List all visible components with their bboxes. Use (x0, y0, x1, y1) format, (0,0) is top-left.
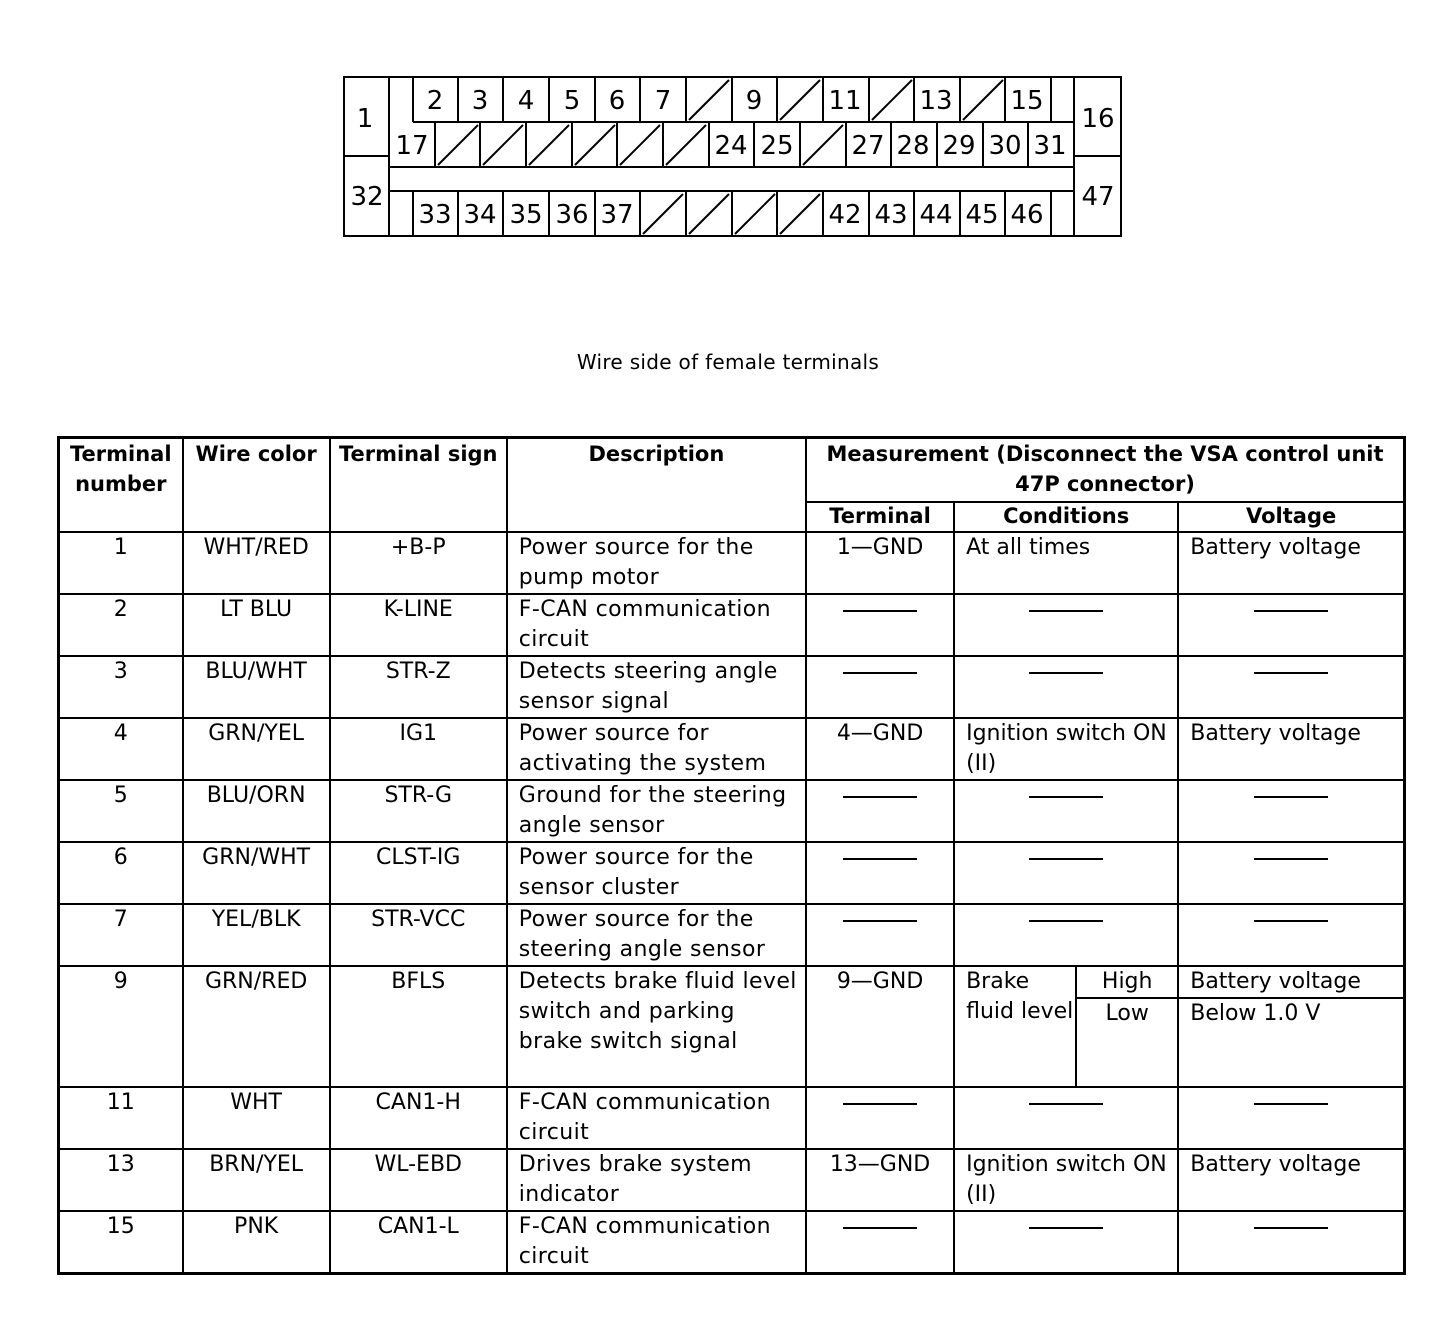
cell-terminal (806, 842, 954, 904)
dash (1254, 610, 1328, 612)
cell-wire-color: GRN/YEL (183, 718, 330, 780)
dash (843, 858, 917, 860)
cell-terminal-sign: CAN1-L (330, 1211, 507, 1274)
cell-condition-blank (1076, 1029, 1178, 1087)
pin-43: 43 (874, 200, 908, 230)
dash (1029, 1103, 1103, 1105)
cell-terminal-sign: WL-EBD (330, 1149, 507, 1211)
dash (843, 672, 917, 674)
cell-condition-low: Low (1076, 998, 1178, 1029)
header-terminal-number: Terminal number (59, 438, 183, 532)
cell-voltage: Battery voltage (1178, 1149, 1404, 1211)
cell-terminal (806, 1087, 954, 1149)
dash (1029, 610, 1103, 612)
pin-13: 13 (919, 86, 953, 116)
cell-terminal (806, 780, 954, 842)
cell-description: F-CAN communication circuit (507, 1211, 806, 1274)
dash (843, 610, 917, 612)
header-conditions: Conditions (954, 502, 1178, 532)
pin-15: 15 (1010, 86, 1044, 116)
header-terminal-sign: Terminal sign (330, 438, 507, 532)
cell-conditions (954, 842, 1178, 904)
diagram-caption: Wire side of female terminals (576, 350, 880, 374)
dash (843, 1103, 917, 1105)
cell-terminal (806, 594, 954, 656)
cell-voltage (1178, 1087, 1404, 1149)
cell-terminal (806, 1211, 954, 1274)
pin-16: 16 (1081, 104, 1115, 134)
pin-33: 33 (418, 200, 452, 230)
cell-terminal (806, 904, 954, 966)
pin-9: 9 (745, 86, 763, 116)
dash (1029, 796, 1103, 798)
cell-conditions: Brake fluid level (954, 966, 1076, 1087)
table-row (59, 656, 1405, 718)
pin-44: 44 (919, 200, 953, 230)
dash (843, 1227, 917, 1229)
pin-45: 45 (965, 200, 999, 230)
pin-11: 11 (828, 86, 862, 116)
header-terminal: Terminal (806, 502, 954, 532)
cell-terminal-sign: STR-Z (330, 656, 507, 718)
pin-25: 25 (760, 131, 794, 161)
cell-terminal-sign: CLST-IG (330, 842, 507, 904)
cell-terminal: 9—GND (806, 966, 954, 1087)
dash (1254, 796, 1328, 798)
dash (1254, 672, 1328, 674)
pin-17: 17 (395, 131, 429, 161)
cell-wire-color: WHT/RED (183, 532, 330, 594)
cell-terminal-sign: CAN1-H (330, 1087, 507, 1149)
dash (1254, 858, 1328, 860)
cell-voltage-high: Battery voltage (1178, 966, 1404, 998)
cell-wire-color: LT BLU (183, 594, 330, 656)
cell-terminal-number: 6 (59, 842, 183, 904)
cell-terminal: 13—GND (806, 1149, 954, 1211)
table-row (59, 718, 1405, 780)
cell-terminal-number: 9 (59, 966, 183, 1087)
cell-wire-color: GRN/WHT (183, 842, 330, 904)
cell-terminal (806, 656, 954, 718)
cell-voltage (1178, 594, 1404, 656)
cell-description: Power source for the sensor cluster (507, 842, 806, 904)
pin-6: 6 (608, 86, 626, 116)
cell-terminal-number: 11 (59, 1087, 183, 1149)
dash (1254, 1103, 1328, 1105)
dash (843, 796, 917, 798)
cell-conditions: Ignition switch ON (II) (954, 718, 1178, 780)
cell-description: F-CAN communication circuit (507, 594, 806, 656)
pin-32: 32 (350, 182, 384, 212)
pin-37: 37 (600, 200, 634, 230)
cell-voltage (1178, 904, 1404, 966)
cell-wire-color: PNK (183, 1211, 330, 1274)
cell-wire-color: BLU/WHT (183, 656, 330, 718)
cell-wire-color: GRN/RED (183, 966, 330, 1087)
pin-35: 35 (509, 200, 543, 230)
cell-terminal-number: 1 (59, 532, 183, 594)
cell-terminal: 4—GND (806, 718, 954, 780)
cell-terminal-number: 7 (59, 904, 183, 966)
cell-voltage: Battery voltage (1178, 532, 1404, 594)
cell-conditions (954, 1087, 1178, 1149)
cell-wire-color: WHT (183, 1087, 330, 1149)
table-row (59, 842, 1405, 904)
pin-3: 3 (471, 86, 489, 116)
cell-wire-color: YEL/BLK (183, 904, 330, 966)
pin-28: 28 (896, 131, 930, 161)
pin-34: 34 (463, 200, 497, 230)
header-description: Description (507, 438, 806, 532)
cell-description: Ground for the steering angle sensor (507, 780, 806, 842)
cell-terminal-number: 4 (59, 718, 183, 780)
table-row (59, 1149, 1405, 1211)
pin-42: 42 (828, 200, 862, 230)
cell-conditions (954, 780, 1178, 842)
cell-conditions: At all times (954, 532, 1178, 594)
cell-description: Power source for the pump motor (507, 532, 806, 594)
cell-description: Detects brake fluid level switch and parking brake switch signal (507, 966, 806, 1087)
cell-conditions (954, 904, 1178, 966)
pin-27: 27 (851, 131, 885, 161)
dash (1029, 858, 1103, 860)
table-row (59, 966, 1405, 998)
pin-24: 24 (714, 131, 748, 161)
table-row (59, 594, 1405, 656)
cell-terminal-sign: STR-G (330, 780, 507, 842)
connector-diagram (343, 76, 1122, 237)
table-row (59, 904, 1405, 966)
dash (1254, 1227, 1328, 1229)
cell-conditions (954, 1211, 1178, 1274)
cell-terminal-number: 3 (59, 656, 183, 718)
cell-terminal-number: 5 (59, 780, 183, 842)
table-row (59, 1087, 1405, 1149)
cell-terminal-sign: BFLS (330, 966, 507, 1087)
cell-terminal-sign: K-LINE (330, 594, 507, 656)
cell-description: Drives brake system indicator (507, 1149, 806, 1211)
cell-wire-color: BRN/YEL (183, 1149, 330, 1211)
table-row (59, 1211, 1405, 1274)
dash (1029, 920, 1103, 922)
cell-conditions: Ignition switch ON (II) (954, 1149, 1178, 1211)
cell-voltage (1178, 656, 1404, 718)
pin-31: 31 (1033, 131, 1067, 161)
pin-47: 47 (1081, 182, 1115, 212)
dash (843, 920, 917, 922)
cell-voltage (1178, 842, 1404, 904)
cell-terminal-number: 15 (59, 1211, 183, 1274)
table-row (59, 532, 1405, 594)
cell-description: Detects steering angle sensor signal (507, 656, 806, 718)
header-measurement: Measurement (Disconnect the VSA control unit 47P connector) (806, 438, 1405, 502)
pin-1: 1 (356, 104, 374, 134)
cell-terminal-sign: +B-P (330, 532, 507, 594)
cell-voltage (1178, 1211, 1404, 1274)
cell-conditions (954, 594, 1178, 656)
terminal-spec-table (57, 436, 1406, 1275)
cell-condition-high: High (1076, 966, 1178, 998)
pin-29: 29 (942, 131, 976, 161)
dash (1029, 1227, 1103, 1229)
cell-terminal: 1—GND (806, 532, 954, 594)
pin-2: 2 (426, 86, 444, 116)
pin-30: 30 (988, 131, 1022, 161)
cell-voltage: Battery voltage (1178, 718, 1404, 780)
header-wire-color: Wire color (183, 438, 330, 532)
table-row (59, 780, 1405, 842)
cell-description: Power source for the steering angle sensor (507, 904, 806, 966)
pin-7: 7 (654, 86, 672, 116)
cell-terminal-number: 2 (59, 594, 183, 656)
cell-terminal-sign: STR-VCC (330, 904, 507, 966)
dash (1254, 920, 1328, 922)
cell-voltage-low: Below 1.0 V (1178, 998, 1404, 1029)
dash (1029, 672, 1103, 674)
cell-terminal-sign: IG1 (330, 718, 507, 780)
cell-voltage (1178, 780, 1404, 842)
pin-4: 4 (517, 86, 535, 116)
cell-description: Power source for activating the system (507, 718, 806, 780)
pin-46: 46 (1010, 200, 1044, 230)
cell-voltage-blank (1178, 1029, 1404, 1087)
cell-conditions (954, 656, 1178, 718)
cell-description: F-CAN communication circuit (507, 1087, 806, 1149)
pin-5: 5 (563, 86, 581, 116)
header-voltage: Voltage (1178, 502, 1404, 532)
pin-36: 36 (555, 200, 589, 230)
cell-terminal-number: 13 (59, 1149, 183, 1211)
cell-wire-color: BLU/ORN (183, 780, 330, 842)
